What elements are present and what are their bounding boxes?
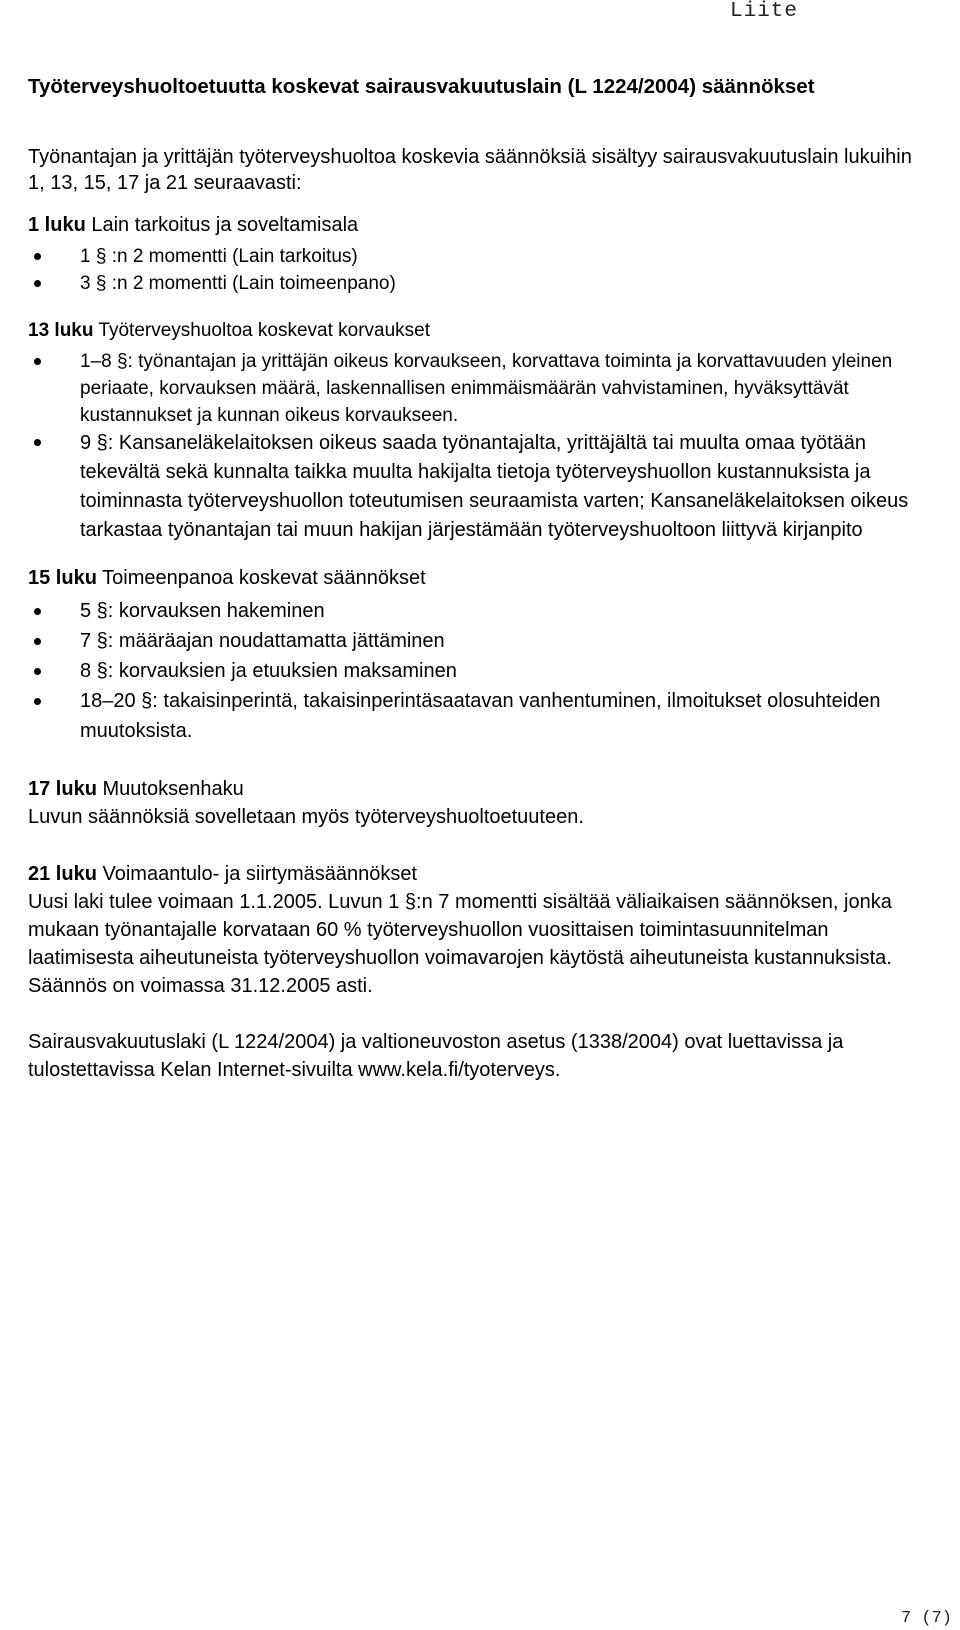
chapter-number: 21 luku bbox=[28, 863, 97, 885]
list-item-text: 1–8 §: työnantajan ja yrittäjän oikeus korvaukseen, korvattava toiminta ja korvattavuuden yleinen periaate, korvauksen määrä, laskennallisen enimmäismäärän vahvistaminen, hyväksyttävät kustannukset ja kunnan oikeus korvaukseen. bbox=[80, 351, 893, 426]
list-item bbox=[28, 656, 928, 686]
list-item bbox=[28, 429, 928, 545]
list-item-text: 8 §: korvauksien ja etuuksien maksaminen bbox=[80, 660, 457, 682]
list-item-text: 7 §: määräajan noudattamatta jättäminen bbox=[80, 630, 445, 652]
section-chapter-1 bbox=[28, 212, 928, 297]
document-body bbox=[28, 72, 928, 1084]
bullet-icon bbox=[34, 668, 41, 675]
list-item-text: 1 § :n 2 momentti (Lain tarkoitus) bbox=[80, 246, 358, 267]
section-heading bbox=[28, 212, 928, 239]
chapter-number: 1 luku bbox=[28, 214, 86, 236]
list-item bbox=[28, 243, 928, 270]
intro-paragraph: Työnantajan ja yrittäjän työterveyshuoltoa koskevia säännöksiä sisältyy sairausvakuutuslain lukuihin 1, 13, 15, 17 ja 21 seuraavasti: bbox=[28, 146, 912, 194]
section-chapter-13 bbox=[28, 317, 928, 545]
section-heading bbox=[28, 776, 928, 803]
list-item-text: 18–20 §: takaisinperintä, takaisinperintäsaatavan vanhentuminen, ilmoitukset olosuhteiden muutoksista. bbox=[80, 690, 881, 742]
section-text: Luvun säännöksiä sovelletaan myös työterveyshuoltoetuuteen. bbox=[28, 806, 584, 828]
chapter-title: Lain tarkoitus ja soveltamisala bbox=[91, 214, 359, 236]
list-item-text: 9 §: Kansaneläkelaitoksen oikeus saada työnantajalta, yrittäjältä tai muulta omaa työtään tekevältä sekä kunnalta taikka muulta hakijalta tietoja työterveyshuollon kustannuksista ja toiminnasta työterveyshuollon toteutumisen seuraamista varten; Kansaneläkelaitoksen oikeus tarkastaa työnantajan tai muun hakijan järjestämään työterveyshuoltoon liittyvä kirjanpito bbox=[80, 432, 909, 541]
chapter-number: 17 luku bbox=[28, 778, 97, 800]
attachment-label: Liite bbox=[729, 0, 798, 23]
list-item bbox=[28, 626, 928, 656]
section-chapter-21 bbox=[28, 861, 928, 1000]
section-heading bbox=[28, 317, 928, 344]
chapter-number: 15 luku bbox=[28, 567, 97, 589]
document-title: Työterveyshuoltoetuutta koskevat sairausvakuutuslain (L 1224/2004) säännökset bbox=[28, 75, 815, 98]
list-item-text: 5 §: korvauksen hakeminen bbox=[80, 600, 325, 622]
list-item bbox=[28, 348, 928, 429]
bullet-list bbox=[28, 596, 928, 746]
section-chapter-15 bbox=[28, 565, 928, 746]
list-item bbox=[28, 270, 928, 297]
footer-paragraph: Sairausvakuutuslaki (L 1224/2004) ja valtioneuvoston asetus (1338/2004) ovat luettavissa ja tulostettavissa Kelan Internet-sivuilta www.kela.fi/tyoterveys. bbox=[28, 1031, 844, 1081]
section-chapter-17 bbox=[28, 776, 928, 831]
list-item bbox=[28, 596, 928, 626]
section-text: Uusi laki tulee voimaan 1.1.2005. Luvun 1 §:n 7 momentti sisältää väliaikaisen säännöksen, jonka mukaan työnantajalle korvataan 60 % työterveyshuollon vuosittaisen toimintasuunnitelman laatimisesta aiheutuneista työterveyshuollon voimavarojen käytöstä aiheutuneista kustannuksista. Säännös on voimassa 31.12.2005 asti. bbox=[28, 891, 892, 997]
bullet-list bbox=[28, 348, 928, 545]
chapter-title: Muutoksenhaku bbox=[102, 778, 244, 800]
bullet-icon bbox=[34, 439, 41, 446]
list-item-text: 3 § :n 2 momentti (Lain toimeenpano) bbox=[80, 273, 396, 294]
chapter-number: 13 luku bbox=[28, 320, 94, 341]
bullet-icon bbox=[34, 608, 41, 615]
chapter-title: Työterveyshuoltoa koskevat korvaukset bbox=[98, 320, 431, 341]
bullet-list bbox=[28, 243, 928, 297]
bullet-icon bbox=[34, 638, 41, 645]
chapter-title: Voimaantulo- ja siirtymäsäännökset bbox=[102, 863, 418, 885]
chapter-title: Toimeenpanoa koskevat säännökset bbox=[102, 567, 426, 589]
bullet-icon bbox=[34, 253, 41, 260]
bullet-icon bbox=[34, 358, 41, 365]
section-heading bbox=[28, 861, 928, 888]
bullet-icon bbox=[34, 698, 41, 705]
list-item bbox=[28, 686, 928, 746]
page-number: 7 (7) bbox=[900, 1609, 952, 1628]
bullet-icon bbox=[34, 280, 41, 287]
section-heading bbox=[28, 565, 928, 592]
